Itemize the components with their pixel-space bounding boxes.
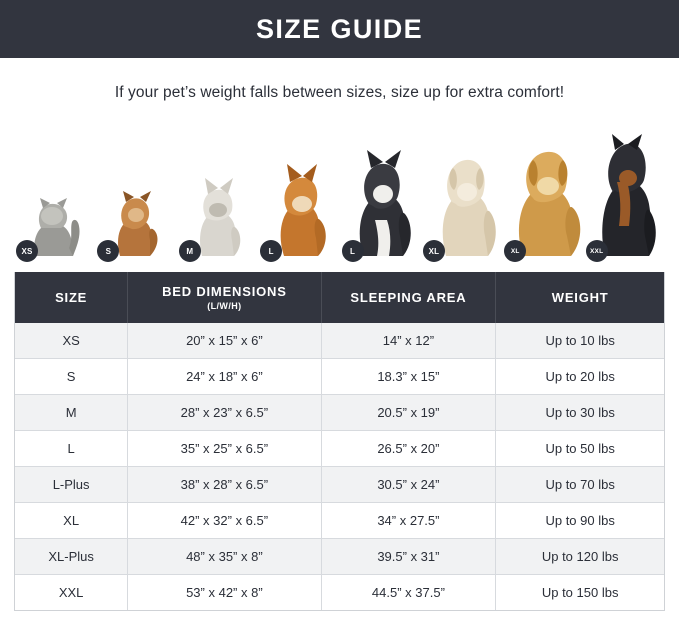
cell-size: L: [15, 431, 128, 467]
golden-retriever-silhouette: [502, 140, 583, 258]
pet-l-2: [340, 150, 421, 258]
size-badge-l-2: L: [342, 240, 364, 262]
border-collie-silhouette: [340, 150, 421, 258]
cell-sleeping: 39.5” x 31”: [321, 539, 496, 575]
table-row: [15, 431, 664, 467]
subtitle-text: If your pet’s weight falls between sizes, size up for extra comfort!: [114, 84, 565, 101]
pet-xl-2: [502, 140, 583, 258]
table-row: [15, 503, 664, 539]
table-row: [15, 323, 664, 359]
doberman-silhouette: [584, 134, 665, 258]
column-header-bed-label: BED DIMENSIONS: [162, 284, 287, 299]
cell-bed: 35” x 25” x 6.5”: [128, 431, 321, 467]
cell-weight: Up to 30 lbs: [496, 395, 664, 431]
cell-weight: Up to 120 lbs: [496, 539, 664, 575]
pet-m: [177, 172, 258, 258]
cell-sleeping: 18.3” x 15”: [321, 359, 496, 395]
cat-silhouette: [14, 192, 95, 258]
column-header-bed-dimensions: [128, 272, 321, 323]
column-header-weight-label: WEIGHT: [551, 290, 609, 305]
cell-sleeping: 34” x 27.5”: [321, 503, 496, 539]
table-row: [15, 359, 664, 395]
cell-weight: Up to 50 lbs: [496, 431, 664, 467]
table-row: [15, 395, 664, 431]
cell-size: XL-Plus: [15, 539, 128, 575]
size-badge-xxl: XXL: [586, 240, 608, 262]
cell-sleeping: 44.5” x 37.5”: [321, 575, 496, 611]
cell-weight: Up to 70 lbs: [496, 467, 664, 503]
pet-xl-1: [421, 146, 502, 258]
pet-xs: [14, 192, 95, 258]
size-table: [15, 272, 664, 610]
pet-s: [95, 182, 176, 258]
cell-weight: Up to 20 lbs: [496, 359, 664, 395]
size-badge-xl-1: XL: [423, 240, 445, 262]
cell-sleeping: 26.5” x 20”: [321, 431, 496, 467]
cell-weight: Up to 90 lbs: [496, 503, 664, 539]
cell-bed: 53” x 42” x 8”: [128, 575, 321, 611]
cell-size: M: [15, 395, 128, 431]
cell-bed: 42” x 32” x 6.5”: [128, 503, 321, 539]
size-badge-l-1: L: [260, 240, 282, 262]
cell-bed: 20” x 15” x 6”: [128, 323, 321, 359]
column-header-sleeping-label: SLEEPING AREA: [350, 290, 467, 305]
cell-sleeping: 14” x 12”: [321, 323, 496, 359]
column-header-size: [15, 272, 128, 323]
french-bulldog-silhouette: [177, 172, 258, 258]
cell-size: XXL: [15, 575, 128, 611]
cell-size: S: [15, 359, 128, 395]
cell-bed: 38” x 28” x 6.5”: [128, 467, 321, 503]
cell-bed: 48” x 35” x 8”: [128, 539, 321, 575]
cell-weight: Up to 150 lbs: [496, 575, 664, 611]
column-header-size-label: SIZE: [55, 290, 88, 305]
size-badge-xl-2: XL: [504, 240, 526, 262]
pet-lineup: [14, 118, 665, 258]
pet-l-1: [258, 162, 339, 258]
column-header-bed-sub: (L/W/H): [207, 301, 242, 311]
table-header: [15, 272, 664, 323]
column-header-sleeping-area: [321, 272, 496, 323]
size-badge-s: S: [97, 240, 119, 262]
header-bar: [0, 0, 679, 58]
table-row: [15, 539, 664, 575]
cell-sleeping: 20.5” x 19”: [321, 395, 496, 431]
cell-size: L-Plus: [15, 467, 128, 503]
cell-bed: 24” x 18” x 6”: [128, 359, 321, 395]
labrador-silhouette: [421, 146, 502, 258]
page-title: SIZE GUIDE: [255, 13, 424, 44]
shiba-inu-silhouette: [258, 162, 339, 258]
pet-xxl: [584, 134, 665, 258]
table-row: [15, 575, 664, 611]
size-table-wrapper: [14, 272, 665, 611]
cell-sleeping: 30.5” x 24”: [321, 467, 496, 503]
table-row: [15, 467, 664, 503]
cell-size: XL: [15, 503, 128, 539]
size-badge-m: M: [179, 240, 201, 262]
cell-bed: 28” x 23” x 6.5”: [128, 395, 321, 431]
table-header-row: [15, 272, 664, 323]
cell-size: XS: [15, 323, 128, 359]
size-badge-xs: XS: [16, 240, 38, 262]
cell-weight: Up to 10 lbs: [496, 323, 664, 359]
column-header-weight: [496, 272, 664, 323]
pomeranian-silhouette: [95, 182, 176, 258]
table-body: [15, 323, 664, 610]
